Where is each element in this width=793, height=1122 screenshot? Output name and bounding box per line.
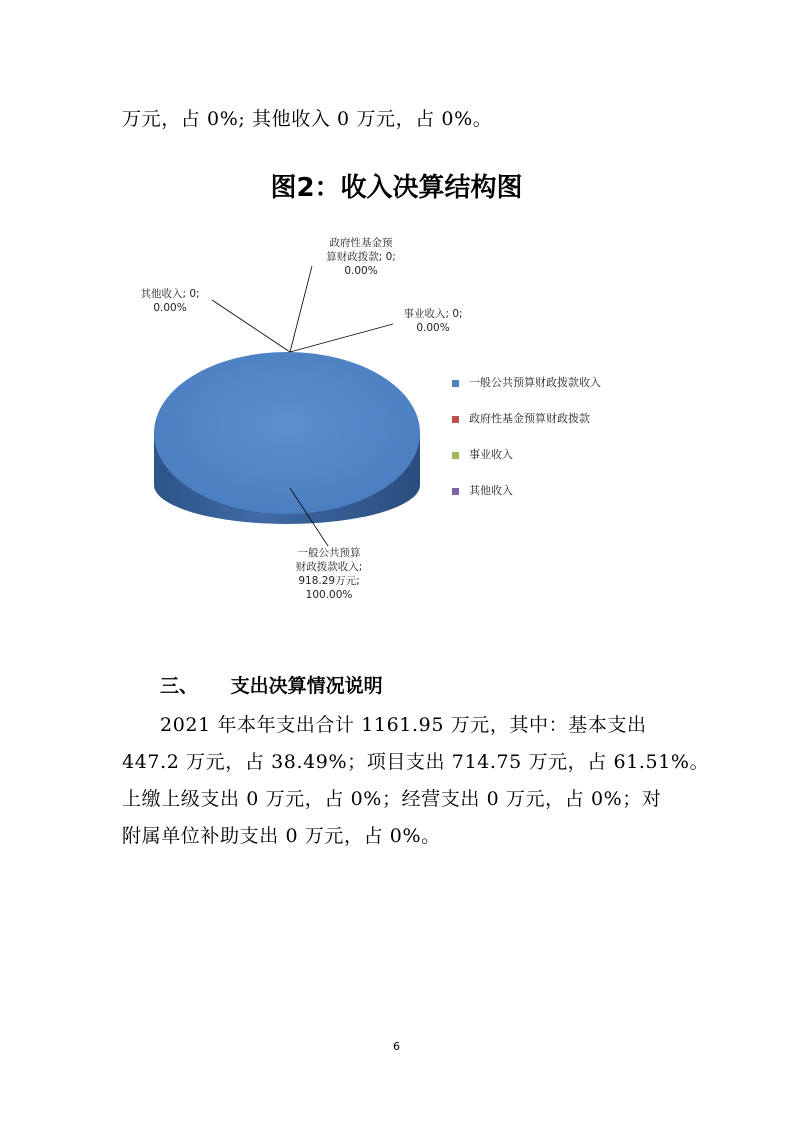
chart-title: 图2：收入决算结构图 xyxy=(270,173,523,203)
legend-item: 其他收入 xyxy=(452,484,601,520)
section-number: 三、 xyxy=(160,675,199,697)
paragraph-line: 上缴上级支出 0 万元，占 0%；经营支出 0 万元，占 0%；对 xyxy=(122,788,662,810)
data-label-other: 其他收入; 0; 0.00% xyxy=(140,288,200,314)
leader-line-gov-fund xyxy=(290,266,312,352)
paragraph-line: 447.2 万元，占 38.49%；项目支出 714.75 万元，占 61.51%。 xyxy=(122,751,710,773)
paragraph-line: 附属单位补助支出 0 万元，占 0%。 xyxy=(122,825,441,847)
legend-swatch xyxy=(452,380,459,387)
legend-swatch xyxy=(452,416,459,423)
page-number: 6 xyxy=(393,1040,400,1053)
section-heading xyxy=(160,674,383,698)
legend-item: 事业收入 xyxy=(452,448,601,484)
leader-line-business xyxy=(290,324,393,352)
legend-swatch xyxy=(452,488,459,495)
chart-legend xyxy=(452,376,601,520)
pie-slice-general-budget xyxy=(154,352,420,514)
data-label-gov-fund: 政府性基金预 算财政拨款; 0; 0.00% xyxy=(326,237,396,277)
section-title-text: 支出决算情况说明 xyxy=(230,675,383,697)
data-label-business: 事业收入; 0; 0.00% xyxy=(403,308,463,334)
legend-item: 政府性基金预算财政拨款 xyxy=(452,412,601,448)
data-label-general: 一般公共预算 财政拨款收入; 918.29万元; 100.00% xyxy=(295,547,363,601)
leader-line-other xyxy=(212,300,290,352)
legend-swatch xyxy=(452,452,459,459)
paragraph-line: 2021 年本年支出合计 1161.95 万元，其中：基本支出 xyxy=(160,714,647,736)
legend-item: 一般公共预算财政拨款收入 xyxy=(452,376,601,412)
top-text-line: 万元，占 0%; 其他收入 0 万元，占 0%。 xyxy=(122,108,493,130)
